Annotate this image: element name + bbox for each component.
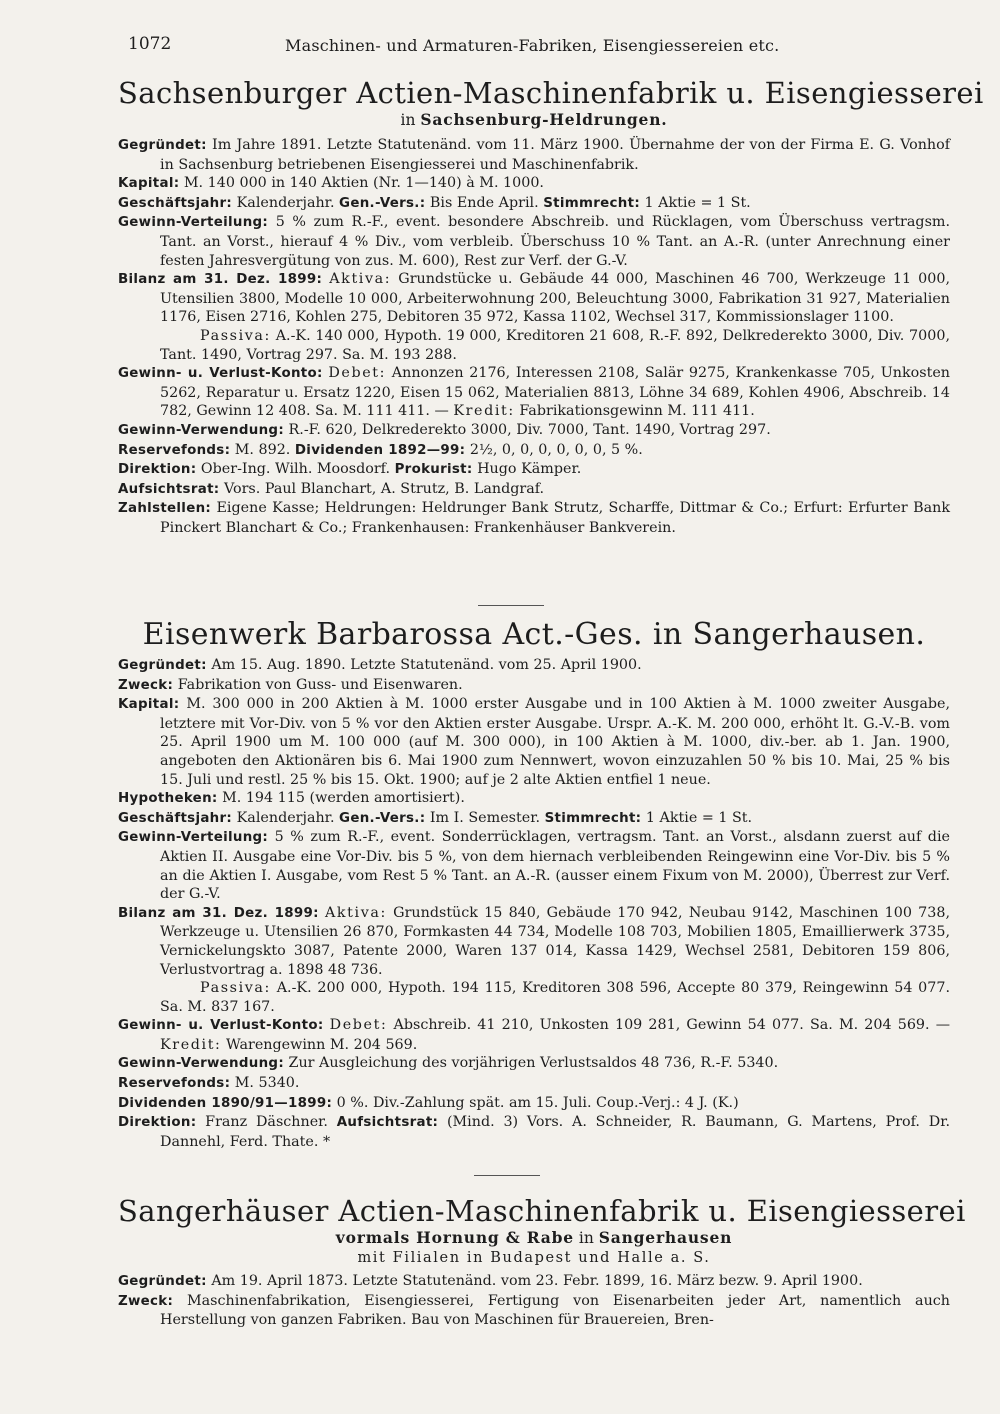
entry-text: 5 % zum R.-F., event. Sonderrücklagen, vertragsm. Tant. an Vorst., alsdann zuerst auf die Aktien II. Ausgabe eine Vor-Div. bis 5 %, von dem hiernach verbleibenden Reingewinn eine Vor-Div. bis 5 % an die Aktien I. Ausgabe, vom Rest 5 % Tant. an A.-R. (ausser einem Fixum von M. 2000), Überrest zur Verf. der G.-V. [160,829,950,903]
entry-text: M. 140 000 in 140 Aktien (Nr. 1—140) à M. 1000. [183,175,544,192]
entry-label: Geschäftsjahr: [118,195,233,211]
entry-label: Gegründet: [118,138,207,153]
company-title: Eisenwerk Barbarossa Act.-Ges. in Sangerhausen. [142,617,926,652]
entry-label: Reservefonds: [118,442,231,458]
entry-text: Im I. Semester. [429,809,541,826]
entry [118,904,950,979]
entry [118,979,950,1016]
entry-lead: Kredit: [160,1036,222,1053]
entry-list [118,136,950,537]
entry-text: 1 Aktie = 1 St. [645,809,753,826]
entry [118,1094,950,1114]
entry-text: M. 300 000 in 200 Aktien à M. 1000 erster Ausgabe und in 100 Aktien à M. 1000 zweiter Ausgabe, letztere mit Vor-Div. von 5 % vor den Aktien erster Ausgabe. Urspr. A.-K. M. 200 000, erhöht lt. G.-V.-B. vom 25. April 1900 um M. 100 000 (auf M. 300 000), in 100 Aktien à M. 1000, div.-ber. ab 1. Jan. 1900, angeboten den Aktionären bis 6. Mai 1900 zum Nennwert, wovon einzuzahlen 50 % bis 10. Mai, 25 % bis 15. Juli und restl. 25 % bis 15. Okt. 1900; auf je 2 alte Aktien entfiel 1 neue. [160,696,950,788]
entry-label: Bilanz am 31. Dez. 1899: [118,272,323,288]
entry-text: 2½, 0, 0, 0, 0, 0, 0, 5 %. [469,441,643,458]
entry-text: Am 19. April 1873. Letzte Statutenänd. vom 23. Febr. 1899, 16. März bezw. 9. April 1900. [211,1273,863,1289]
entry-label: Gegründet: [118,1274,207,1289]
running-head [128,34,948,60]
page-number: 1072 [128,34,172,54]
entry-text: Kalenderjahr. [236,194,335,211]
entry-text: 1 Aktie = 1 St. [644,194,751,211]
section-divider [478,605,544,606]
entry [118,1292,950,1330]
entry [118,656,950,676]
entry [118,695,950,789]
entry-text: Hugo Kämper. [477,461,582,478]
entry [118,809,950,829]
entry-label: Gewinn-Verteilung: [118,830,269,846]
entry [118,1054,950,1074]
entry-label: Gegründet: [118,658,207,673]
entry-label: Gewinn-Verwendung: [118,422,284,438]
entry-label: Dividenden 1890/91—1899: [118,1095,333,1111]
entry [118,270,950,327]
entry-text: Fabrikationsgewinn M. 111 411. [519,403,755,420]
company-subtitle-branches: mit Filialen in Budapest und Halle a. S. [357,1250,711,1266]
entry-text: Franz Däschner. [205,1114,328,1131]
entry-label: Aufsichtsrat: [336,1115,439,1131]
entry-label: Prokurist: [394,462,473,478]
entry-label: Direktion: [118,1115,197,1131]
entry [118,421,950,441]
entry-label: Bilanz am 31. Dez. 1899: [118,905,319,921]
company-barbarossa [118,618,950,1151]
entry [118,480,950,500]
entry-label: Gewinn-Verwendung: [118,1056,284,1072]
entry [118,1016,950,1054]
entry-text: Grundstücke u. Gebäude 44 000, Maschinen 46 700, Werkzeuge 11 000, Utensilien 3800, Modelle 10 000, Arbeiterwohnung 200, Beleuchtung 3000, Fabrikation 31 927, Materialien 1176, Eisen 2716, Kohlen 275, Debitoren 35 972, Kassa 1102, Wechsel 317, Kommissionslager 1100. [160,271,951,326]
entry-text: Abschreib. 41 210, Unkosten 109 281, Gewinn 54 077. Sa. M. 204 569. — [393,1017,950,1034]
entry-text: 5 % zum R.-F., event. besondere Abschreib. und Rücklagen, vom Überschuss vertragsm. Tant. an Vorst., hierauf 4 % Div., vom verbleib. Überschuss 10 % Tant. an A.-R. (unter Anrechnung einer festen Jahresvergütung von zus. M. 600), Rest zur Verf. der G.-V. [160,214,951,269]
entry [118,676,950,696]
entry [118,1272,950,1292]
entry-text: Maschinenfabrikation, Eisengiesserei, Fertigung von Eisenarbeiten jeder Art, namentlich auch Herstellung von ganzen Fabriken. Bau von Maschinen für Brauereien, Bren- [160,1292,951,1329]
entry-label: Gen.-Vers.: [339,810,426,826]
company-sangerhaeuser [118,1194,966,1330]
entry-text: Zur Ausgleichung des vorjährigen Verlustsaldos 48 736, R.-F. 5340. [288,1055,779,1072]
entry-label: Gewinn- u. Verlust-Konto: [118,366,323,382]
company-title: Sangerhäuser Actien-Maschinenfabrik u. Eisengiesserei [118,1194,966,1228]
entry [118,136,950,174]
entry-list [118,656,950,1151]
company-subtitle: vormals Hornung & Rabe in Sangerhausen [335,1228,733,1247]
company-sachsenburger [118,76,984,537]
entry-text: A.-K. 140 000, Hypoth. 19 000, Kreditoren 21 608, R.-F. 892, Delkrederekto 3000, Div. 7000, Tant. 1490, Vortrag 297. Sa. M. 193 288. [160,327,950,363]
entry-lead: Aktiva: [329,271,392,288]
entry-list [118,1272,950,1330]
entry [118,1074,950,1094]
entry [118,174,950,194]
entry-label: Dividenden 1892—99: [294,442,466,458]
entry-label: Aufsichtsrat: [118,481,220,497]
entry [118,828,950,903]
entry-label: Kapital: [118,176,180,192]
entry-text: R.-F. 620, Delkrederekto 3000, Div. 7000, Tant. 1490, Vortrag 297. [288,421,771,438]
entry-text: Eigene Kasse; Heldrungen: Heldrunger Bank Strutz, Scharffe, Dittmar & Co.; Erfurt: Erfurter Bank Pinckert Blanchart & Co.; Frankenhausen: Frankenhäuser Bankverein. [160,500,950,536]
entry-text: Am 15. Aug. 1890. Letzte Statutenänd. vom 25. April 1900. [211,657,642,673]
entry-text: Bis Ende April. [429,194,539,211]
entry [118,460,950,480]
entry-text: Ober-Ing. Wilh. Moosdorf. [200,461,391,478]
entry-text: Warengewinn M. 204 569. [226,1036,418,1053]
entry-text: Kalenderjahr. [236,809,335,826]
entry [118,213,950,270]
entry-text: (Mind. 3) Vors. A. Schneider, R. Baumann, G. Martens, Prof. Dr. Dannehl, Ferd. Thate. * [160,1114,951,1150]
entry-label: Gewinn- u. Verlust-Konto: [118,1018,324,1034]
entry-text: 0 %. Div.-Zahlung spät. am 15. Juli. Coup.-Verj.: 4 J. (K.) [336,1094,739,1111]
entry-text: Annonzen 2176, Interessen 2108, Salär 9275, Krankenkasse 705, Unkosten 5262, Reparatur u. Ersatz 1220, Eisen 15 062, Materialien 8813, Löhne 34 689, Kohlen 4906, Abschreib. 14 782, Gewinn 12 408. Sa. M. 111 411. — [160,365,950,420]
entry [118,789,950,809]
entry [118,1113,950,1151]
entry-text: M. 5340. [234,1075,300,1092]
entry-text: Fabrikation von Guss- und Eisenwaren. [177,676,463,693]
entry [118,364,950,421]
entry-lead: Debet: [329,1017,388,1034]
entry-label: Direktion: [118,462,197,478]
entry-text: M. 194 115 (werden amortisiert). [222,790,465,807]
entry-lead: Debet: [328,365,387,382]
entry-label: Geschäftsjahr: [118,810,233,826]
entry-label: Gewinn-Verteilung: [118,215,269,231]
company-title: Sachsenburger Actien-Maschinenfabrik u. Eisengiesserei [118,76,984,110]
entry [118,327,950,364]
entry-label: Gen.-Vers.: [339,195,426,211]
entry-text: Vors. Paul Blanchart, A. Strutz, B. Landgraf. [223,480,545,497]
entry-lead: Aktiva: [324,904,387,921]
entry [118,194,950,214]
entry-label: Kapital: [118,697,180,713]
company-place: Sachsenburg-Heldrungen. [420,110,668,129]
section-divider [474,1175,540,1176]
entry-text: A.-K. 200 000, Hypoth. 194 115, Kreditoren 308 596, Accepte 80 379, Reingewinn 54 077. Sa. M. 837 167. [160,980,951,1015]
entry-label: Zweck: [118,677,174,693]
running-title: Maschinen- und Armaturen-Fabriken, Eisengiessereien etc. [285,36,780,55]
entry-text: M. 892. [234,441,291,458]
entry-label: Stimmrecht: [544,810,642,826]
entry-lead: Kredit: [453,403,515,420]
entry-label: Zweck: [118,1293,174,1309]
entry [118,499,950,537]
entry [118,441,950,461]
entry-lead: Passiva: [200,980,271,997]
entry-label: Hypotheken: [118,791,218,807]
entry-label: Zahlstellen: [118,501,212,517]
entry-lead: Passiva: [200,327,271,344]
entry-label: Stimmrecht: [543,195,640,211]
entry-text: Grundstück 15 840, Gebäude 170 942, Neubau 9142, Maschinen 100 738, Werkzeuge u. Utensilien 26 870, Formkasten 44 734, Modelle 108 703, Mobilien 1805, Emaillierwerk 3735, Vernickelungskto 3087, Patente 2000, Waren 137 014, Kassa 1429, Wechsel 2581, Debitoren 159 806, Verlustvortrag a. 1898 48 736. [160,904,951,978]
entry-text: Im Jahre 1891. Letzte Statutenänd. vom 11. März 1900. Übernahme der von der Firma E. G. Vonhof in Sachsenburg betriebenen Eisengiesserei und Maschinenfabrik. [160,137,951,173]
entry-label: Reservefonds: [118,1076,231,1092]
company-subtitle: in Sachsenburg-Heldrungen. [400,110,668,129]
